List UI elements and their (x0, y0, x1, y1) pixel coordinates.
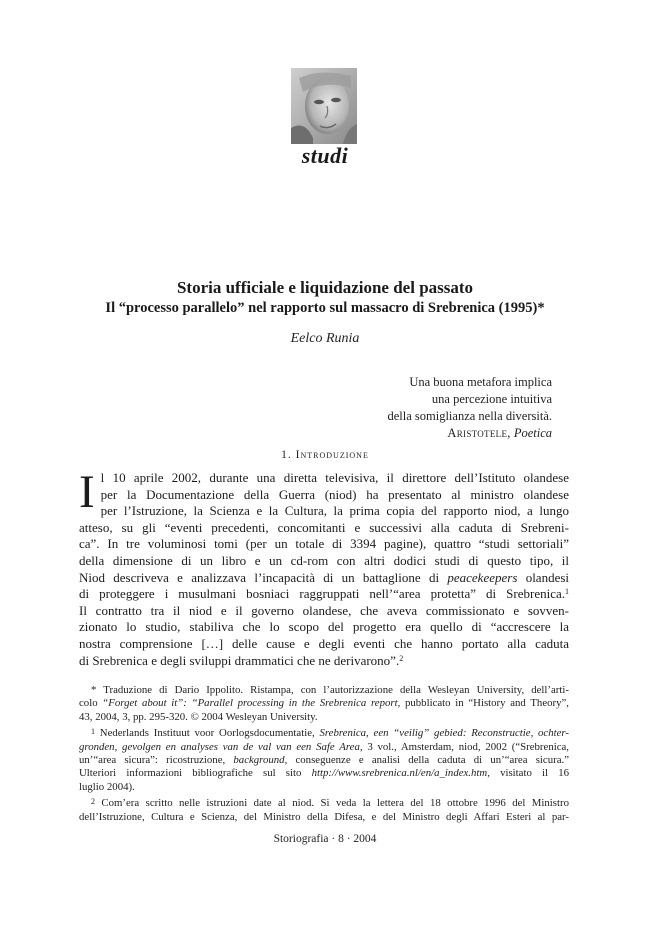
footnote-ref: 2 (399, 653, 404, 663)
footnote-line: 43, 2004, 3, pp. 295-320. © 2004 Wesleyan University. (79, 710, 318, 723)
epigraph-attribution (387, 425, 552, 442)
footnote-text: colo (79, 697, 98, 710)
author-name: Eelco Runia (290, 331, 360, 346)
footnote-ref: 1 (565, 587, 569, 597)
footnote-line (79, 754, 569, 767)
footnote-line: dell’Istruzione, Cultura e Scienza, del Ministro della Difesa, e del Ministro degli Affari Esteri al par- (79, 810, 569, 823)
body-line (79, 586, 569, 603)
footnotes (79, 684, 569, 824)
footnote-text: Com’era scritto nelle istruzioni date al niod. Si veda la lettera del 18 ottobre 1996 del Ministro (101, 797, 569, 810)
epigraph-line: una percezione intuitiva (431, 392, 552, 406)
series-title: studi (301, 143, 349, 168)
footnote-italic: Srebrenica, een “veilig” gebied: Reconstructie, ochter- (319, 727, 569, 740)
section-heading: 1. Introduzione (281, 449, 369, 461)
body-line: l 10 aprile 2002, durante una diretta televisiva, il direttore dell’Istituto olandese (100, 470, 569, 485)
article-subtitle: Il “processo parallelo” nel rapporto sul massacro di Srebrenica (1995)* (105, 300, 545, 316)
footnote-text: conseguenze e analisi della caduta di un’“area sicura.” (295, 753, 569, 766)
epigraph-author: Aristotele, (447, 426, 511, 440)
footnote-url: http://www.srebrenica.nl/en/a_index.htm, (311, 767, 490, 780)
body-line: zionato lo studio, stabiliva che lo scopo del progetto era quello di “accrescere la (79, 619, 569, 635)
footnote-line: * Traduzione di Dario Ippolito. Ristampa, con l’autorizzazione della Wesleyan University, dell’arti- (91, 684, 569, 696)
epigraph (387, 374, 552, 442)
footnote-text: pubblicato in “History and Theory”, (404, 697, 569, 710)
footnote-text: un’“area sicura”: ricostruzione, (79, 753, 226, 766)
body-line-tail: olandesi (525, 569, 570, 585)
footnote-marker: 1 (91, 727, 95, 737)
footnote-line: luglio 2004). (79, 780, 135, 793)
footnote-text: Ulteriori informazioni bibliografiche sul sito (79, 767, 302, 780)
body-line: Il contratto tra il niod e il governo olandese, che aveva commissionato e sovven- (79, 602, 569, 618)
portrait-photo-icon (291, 68, 357, 144)
body-line: atteso, su gli “eventi precedenti, concomitanti e successivi alla caduta di Srebreni- (79, 519, 569, 535)
footnote-line (79, 727, 569, 740)
drop-cap: I (79, 466, 95, 518)
footnote-text: Nederlands Instituut voor Oorlogsdocumentatie, (99, 727, 315, 740)
body-line-text: di proteggere i musulmani bosniaci raggruppati nell’“area protetta” di Srebrenica. (79, 586, 565, 602)
body-line-text: di Srebrenica e degli sviluppi drammatici che ne derivarono”. (79, 652, 400, 668)
footnote-text: 3 vol., Amsterdam, niod, 2002 (“Srebrenica, (367, 740, 570, 753)
epigraph-line: della somiglianza nella diversità. (387, 409, 552, 423)
italic-term: peacekeepers (447, 569, 518, 585)
footnote-line (79, 797, 569, 810)
body-line-text: Niod descriveva e analizzava l’incapacità di un battaglione di (79, 569, 440, 585)
epigraph-line: Una buona metafora implica (409, 375, 552, 389)
body-text (79, 466, 570, 669)
body-line: della dimensione di un libro e un cd-rom con altri dodici studi di questo tipo, il (79, 552, 569, 568)
footnote-line (79, 697, 569, 710)
epigraph-work: Poetica (513, 426, 552, 440)
footnote-line (79, 741, 569, 754)
page-footer: Storiografia · 8 · 2004 (273, 833, 377, 845)
footnote-italic: gronden, gevolgen en analyses van de val van een Safe Area, (79, 740, 363, 753)
body-line (79, 653, 569, 670)
body-line: per la Documentazione della Guerra (niod) ha presentato al ministro olandese (100, 486, 569, 502)
footnote-text: visitato il 16 (500, 767, 569, 780)
article-title: Storia ufficiale e liquidazione del passato (176, 278, 474, 297)
footnote-marker: 2 (91, 797, 95, 807)
footnote-line (79, 767, 569, 780)
body-line: nostra comprensione […] delle cause e degli eventi che hanno portato alla caduta (79, 635, 569, 651)
body-line: per l’Istruzione, la Scienza e la Cultura, la prima copia del rapporto niod, a lungo (100, 503, 569, 519)
footnote-italic: background, (233, 753, 288, 766)
body-line (79, 570, 569, 587)
body-line: ca”. In tre voluminosi tomi (per un totale di 3394 pagine), quattro “studi settoriali” (79, 536, 569, 552)
footnote-italic: “Forget about it”: “Parallel processing in the Srebrenica report, (102, 697, 401, 710)
